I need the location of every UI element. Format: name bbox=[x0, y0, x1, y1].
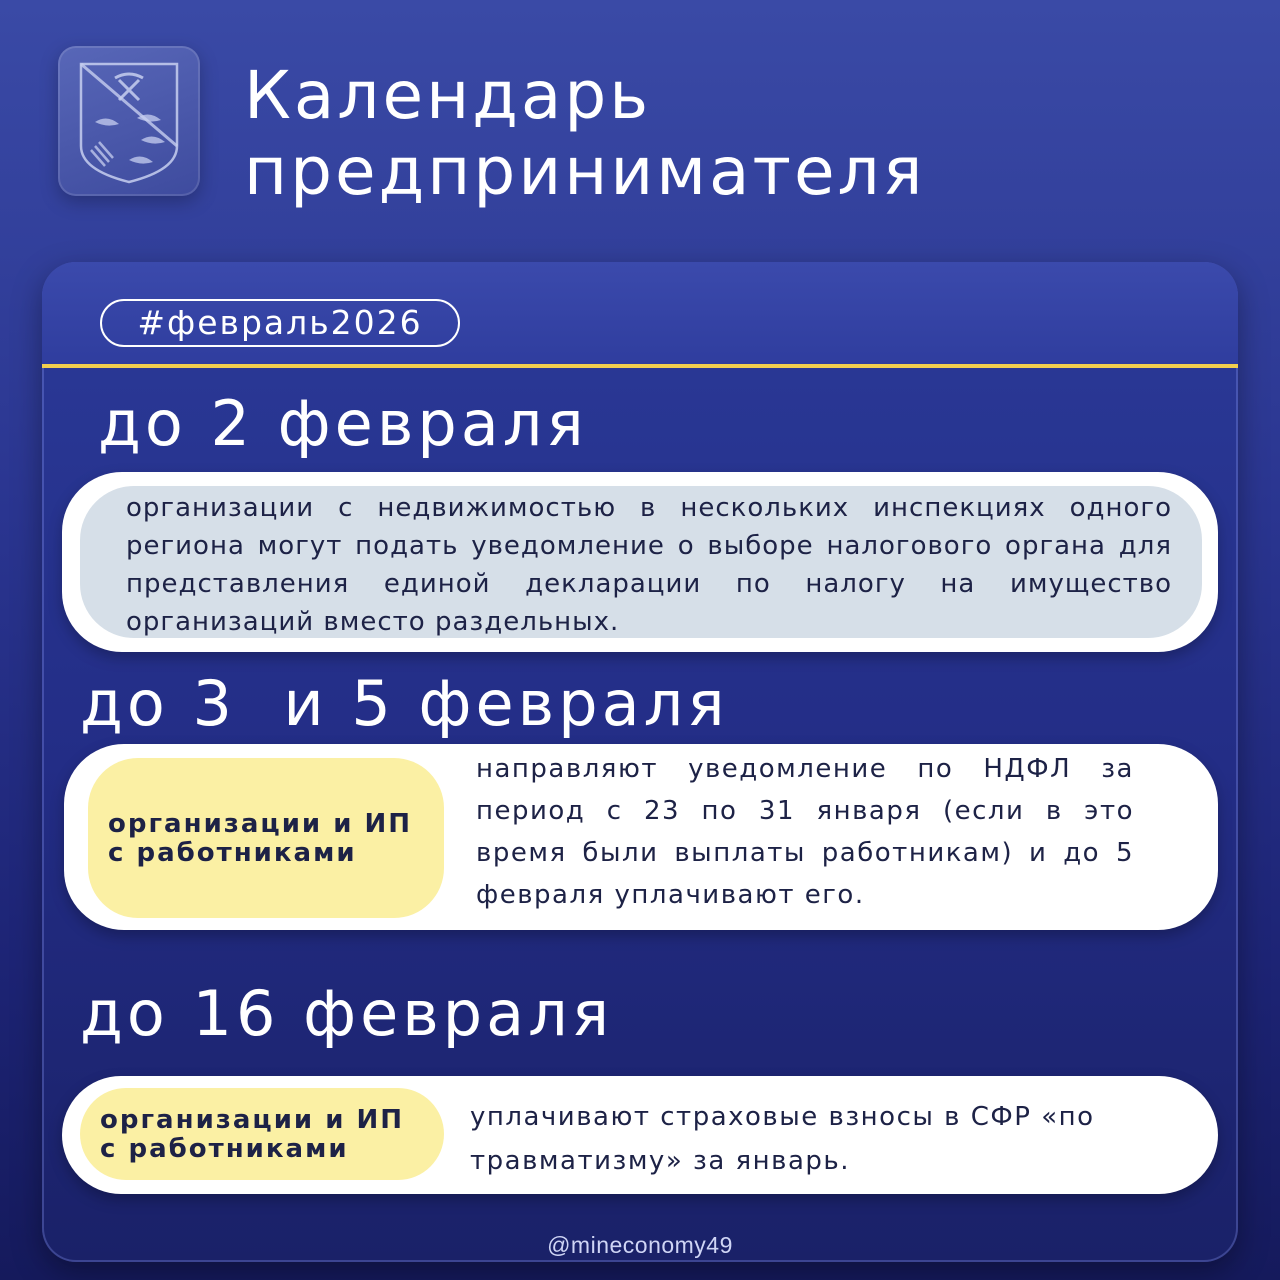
coat-of-arms bbox=[58, 46, 200, 196]
audience-tag-line-1: организации и ИП bbox=[100, 1105, 404, 1135]
title-line-2: предпринимателя bbox=[244, 133, 926, 210]
deadline-card-feb-16 bbox=[62, 1076, 1218, 1194]
title-line-1: Календарь bbox=[244, 57, 652, 134]
deadline-card-feb-3-5 bbox=[64, 744, 1218, 930]
coat-of-arms-icon bbox=[75, 58, 183, 186]
card-description: уплачивают страховые взносы в СФР «по травматизму» за январь. bbox=[470, 1102, 1095, 1176]
accent-divider bbox=[42, 364, 1238, 368]
audience-tag-line-2: с работниками bbox=[108, 838, 357, 868]
card-description: организации с недвижимостью в нескольких инспекциях одного региона могут подать уведомление о выборе налогового органа для представления единой декларации по налогу на имущество организаций вместо раздельных. bbox=[126, 493, 1172, 637]
audience-tag bbox=[88, 758, 444, 918]
page-title bbox=[244, 58, 925, 210]
section-heading-feb-16: до 16 февраля bbox=[80, 977, 614, 1050]
card-description: направляют уведомление по НДФЛ за период с 23 по 31 января (если в это время были выплаты работникам) и до 5 февраля уплачивают его. bbox=[476, 754, 1134, 910]
deadline-card-feb-2 bbox=[62, 472, 1218, 652]
audience-tag bbox=[80, 1088, 444, 1180]
footer-handle: @mineconomy49 bbox=[547, 1232, 733, 1258]
section-heading-feb-3-5: до 3 и 5 февраля bbox=[80, 667, 729, 740]
hashtag-badge: #февраль2026 bbox=[100, 299, 460, 347]
section-heading-feb-2: до 2 февраля bbox=[98, 387, 588, 460]
audience-tag-line-2: с работниками bbox=[100, 1134, 349, 1164]
audience-tag-line-1: организации и ИП bbox=[108, 809, 412, 839]
